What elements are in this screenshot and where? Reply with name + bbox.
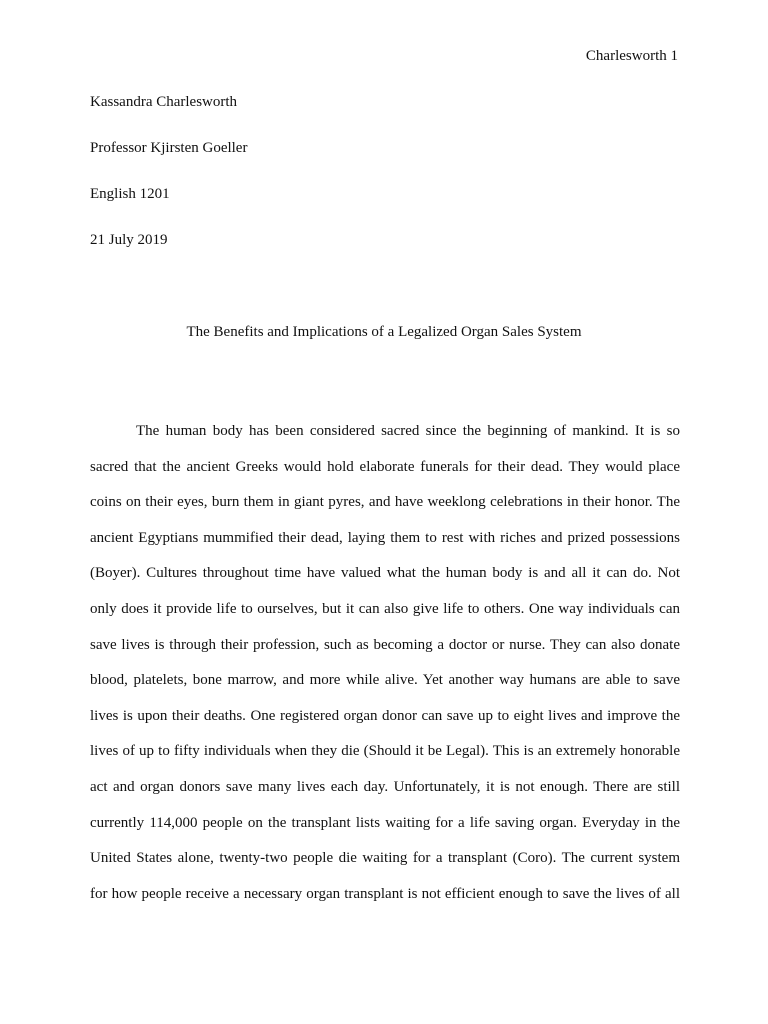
body-paragraph: [90, 414, 680, 912]
body-line: act and organ donors save many lives each day. Unfortunately, it is not enough. There are still: [90, 778, 680, 795]
professor-name: Professor Kjirsten Goeller: [90, 140, 248, 156]
running-header: Charlesworth 1: [585, 48, 678, 64]
body-line: currently 114,000 people on the transplant lists waiting for a life saving organ. Everyday in the: [90, 814, 680, 831]
body-line: ancient Egyptians mummified their dead, laying them to rest with riches and prized possessions: [90, 529, 680, 546]
body-line: lives of up to fifty individuals when they die (Should it be Legal). This is an extremely honorable: [90, 743, 680, 760]
course-name: English 1201: [90, 186, 170, 202]
body-line: The human body has been considered sacred since the beginning of mankind. It is so: [136, 423, 680, 439]
body-line: for how people receive a necessary organ transplant is not efficient enough to save the lives of all: [90, 885, 680, 902]
body-line: lives is upon their deaths. One registered organ donor can save up to eight lives and improve the: [90, 707, 680, 724]
essay-title: The Benefits and Implications of a Legalized Organ Sales System: [186, 324, 582, 340]
mla-heading: [90, 92, 680, 276]
submission-date: 21 July 2019: [90, 232, 168, 248]
body-line: sacred that the ancient Greeks would hold elaborate funerals for their dead. They would place: [90, 458, 680, 475]
body-line: save lives is through their profession, such as becoming a doctor or nurse. They can also donate: [90, 636, 680, 653]
body-line: (Boyer). Cultures throughout time have valued what the human body is and all it can do. Not: [90, 565, 680, 582]
body-line: blood, platelets, bone marrow, and more while alive. Yet another way humans are able to save: [90, 672, 680, 689]
body-line: only does it provide life to ourselves, but it can also give life to others. One way individuals can: [90, 600, 680, 617]
student-name: Kassandra Charlesworth: [90, 94, 238, 110]
body-line: coins on their eyes, burn them in giant pyres, and have weeklong celebrations in their honor. The: [90, 494, 680, 511]
body-line: United States alone, twenty-two people die waiting for a transplant (Coro). The current system: [90, 850, 680, 867]
